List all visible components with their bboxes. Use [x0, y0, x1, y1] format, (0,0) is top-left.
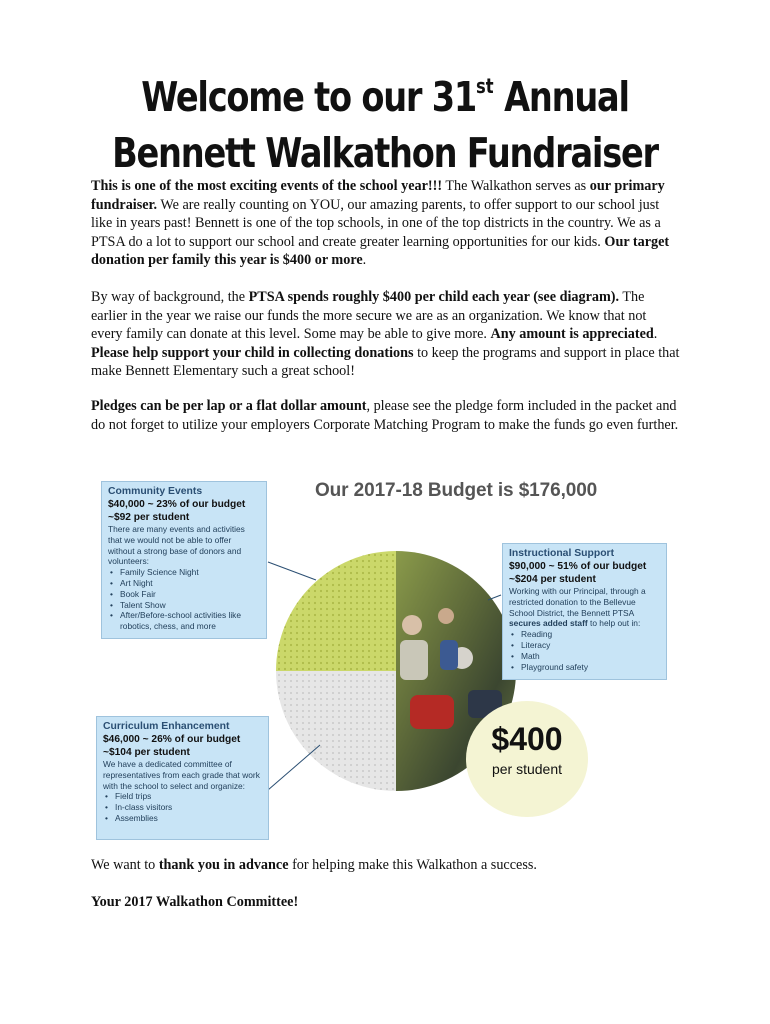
community-description: There are many events and activities that we would not be able to offer without a strong base of donors and volunteers: [108, 524, 245, 567]
curriculum-heading: Curriculum Enhancement [103, 721, 230, 732]
curriculum-list [103, 791, 262, 823]
list-item: • Math [521, 651, 660, 662]
instructional-heading: Instructional Support [509, 548, 615, 559]
pledges-paragraph: Pledges can be per lap or a flat dollar amount, please see the pledge form included in the packet and do not forget to utilize your employers Corporate Matching Program to make the funds go even further. [91, 398, 679, 433]
list-item: • After/Before-school activities like robotics, chess, and more [120, 610, 260, 632]
curriculum-description: We have a dedicated committee of representatives from each grade that work with the school to select and organize: [103, 759, 260, 791]
instructional-budget: $90,000 ~ 51% of our budget [509, 561, 647, 572]
list-item: • Art Night [120, 578, 260, 589]
community-events-box [101, 481, 267, 639]
community-budget: $40,000 ~ 23% of our budget [108, 499, 246, 510]
list-item: • Field trips [115, 791, 262, 802]
list-item: • Talent Show [120, 600, 260, 611]
intro-paragraph: This is one of the most exciting events of the school year!!! The Walkathon serves as our primary fundraiser. We are really counting on YOU, our amazing parents, to offer support to our school just like in years past! Bennett is one of the top schools, in one of the top districts in the country. We as a PTSA do a lot to support our school and create greater learning opportunities for our kids. Our target donation per family this year is $400 or more. [91, 178, 670, 268]
curriculum-per-student: ~$104 per student [103, 747, 190, 758]
list-item: • Literacy [521, 640, 660, 651]
title-line-1: Welcome to our 31st Annual [141, 73, 629, 121]
curriculum-budget: $46,000 ~ 26% of our budget [103, 734, 241, 745]
instructional-description: Working with our Principal, through a restricted donation to the Bellevue School District, the Bennett PTSA secures added staff to help out in: [509, 586, 646, 629]
list-item: • Family Science Night [120, 567, 260, 578]
per-student-label: per student [491, 761, 563, 777]
per-student-circle [466, 701, 588, 817]
per-student-amount: $400 [491, 721, 563, 757]
list-item: • Book Fair [120, 589, 260, 600]
community-heading: Community Events [108, 486, 203, 497]
signature: Your 2017 Walkathon Committee! [91, 894, 299, 910]
budget-title: Our 2017-18 Budget is $176,000 [315, 480, 598, 501]
closing-paragraph: We want to thank you in advance for helping make this Walkathon a success. [91, 857, 537, 873]
instructional-per-student: ~$204 per student [509, 574, 596, 585]
instructional-list [509, 629, 660, 672]
list-item: • In-class visitors [115, 802, 262, 813]
list-item: • Reading [521, 629, 660, 640]
community-per-student: ~$92 per student [108, 512, 190, 523]
instructional-support-box [502, 543, 667, 680]
list-item: • Playground safety [521, 662, 660, 673]
community-list [108, 567, 260, 632]
list-item: • Assemblies [115, 813, 262, 824]
title-line-2: Bennett Walkathon Fundraiser [112, 129, 658, 177]
background-paragraph: By way of background, the PTSA spends roughly $400 per child each year (see diagram). The earlier in the year we raise our funds the more secure we are as an organization. We know that not every family can donate at this level. Some may be able to give more. Any amount is appreciated. Please help support your child in collecting donations to keep the programs and support in place that make Bennett Elementary such a great school! [91, 289, 680, 379]
curriculum-enhancement-box [96, 716, 269, 840]
